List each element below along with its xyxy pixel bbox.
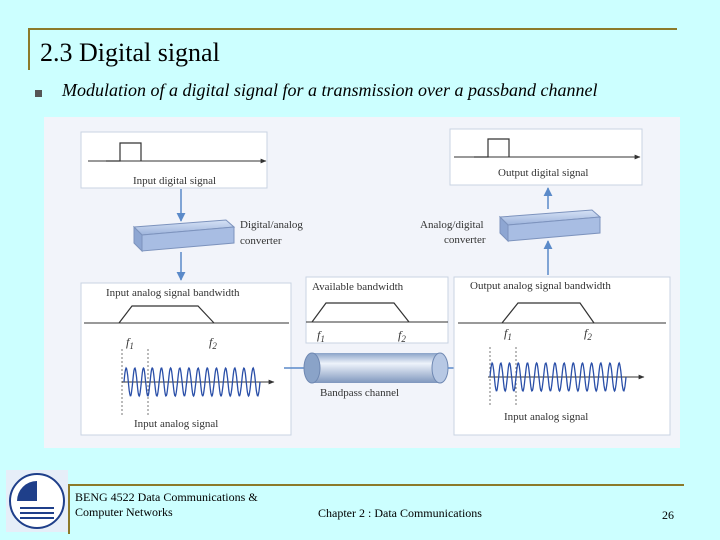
footer-chapter: Chapter 2 : Data Communications	[318, 506, 482, 520]
ad-converter-label-2: converter	[444, 234, 486, 246]
da-converter-label-2: converter	[240, 235, 282, 247]
footer-course-line-2: Computer Networks	[75, 505, 173, 519]
input-f1-letter: f	[126, 335, 130, 349]
ad-converter-label-1: Analog/digital	[420, 219, 484, 231]
output-digital-panel	[450, 129, 642, 185]
output-analog-bandwidth-label: Output analog signal bandwidth	[470, 280, 611, 292]
input-f2-sub: 2	[212, 341, 217, 351]
available-bandwidth-label: Available bandwidth	[312, 281, 404, 293]
input-digital-panel	[81, 132, 267, 188]
input-analog-panel	[81, 283, 291, 435]
title-rule-horizontal	[28, 28, 677, 30]
input-f2-letter: f	[209, 335, 213, 349]
output-digital-signal-label: Output digital signal	[498, 167, 589, 179]
output-f1-letter: f	[504, 326, 508, 340]
da-converter-label-1: Digital/analog	[240, 219, 303, 231]
input-analog-signal-left-label: Input analog signal	[134, 418, 219, 430]
bandpass-channel-pipe	[284, 353, 476, 399]
input-analog-signal-right-label: Input analog signal	[504, 411, 589, 423]
analog-digital-converter-box	[420, 210, 600, 246]
output-f1-sub: 1	[507, 332, 512, 342]
modulation-diagram	[44, 117, 680, 448]
slide-title: 2.3 Digital signal	[40, 38, 220, 67]
input-analog-bandwidth-label: Input analog signal bandwidth	[106, 287, 240, 299]
footer-rule-vertical	[68, 484, 70, 534]
footer-course	[75, 490, 258, 520]
bullet-text: Modulation of a digital signal for a transmission over a passband channel	[62, 80, 598, 100]
university-logo-icon	[6, 470, 68, 532]
input-digital-signal-label: Input digital signal	[133, 175, 217, 187]
bandpass-channel-label: Bandpass channel	[320, 387, 400, 399]
footer-rule-horizontal	[68, 484, 684, 486]
digital-analog-converter-box	[134, 219, 303, 251]
available-f1-sub: 1	[320, 334, 325, 344]
bullet-square-icon	[35, 90, 42, 97]
input-f1-sub: 1	[129, 341, 134, 351]
page-number: 26	[662, 508, 674, 522]
output-analog-panel	[454, 277, 670, 435]
available-f2-letter: f	[398, 328, 402, 342]
available-f1-letter: f	[317, 328, 321, 342]
output-f2-sub: 2	[587, 332, 592, 342]
output-f2-letter: f	[584, 326, 588, 340]
available-f2-sub: 2	[401, 334, 406, 344]
footer-course-line-1: BENG 4522 Data Communications &	[75, 490, 258, 504]
title-rule-vertical	[28, 28, 30, 70]
diagram-canvas	[44, 117, 680, 448]
available-bandwidth-panel	[306, 277, 448, 344]
